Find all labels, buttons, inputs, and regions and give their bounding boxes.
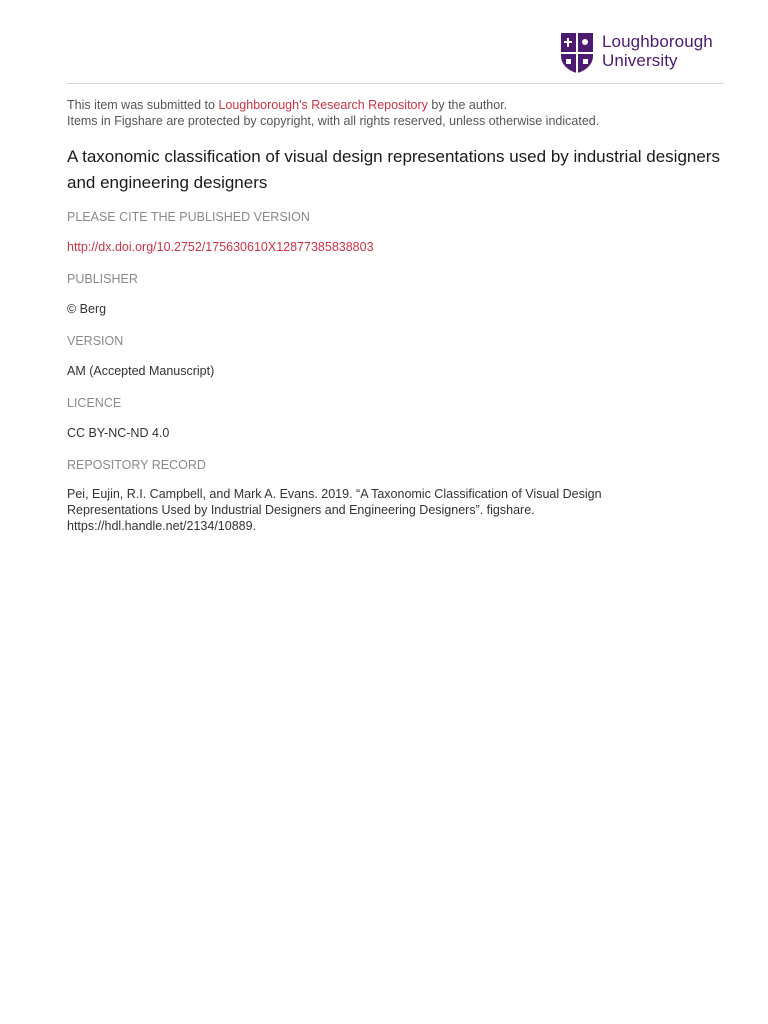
- logo-wordmark: [602, 32, 713, 70]
- university-logo: [560, 32, 730, 76]
- publisher-value: © Berg: [67, 302, 107, 316]
- version-label: VERSION: [67, 334, 124, 348]
- logo-line-1: Loughborough: [602, 32, 713, 51]
- version-value: AM (Accepted Manuscript): [67, 364, 215, 378]
- notice-prefix: This item was submitted to: [67, 98, 219, 112]
- cite-label: PLEASE CITE THE PUBLISHED VERSION: [67, 210, 310, 224]
- document-title: A taxonomic classification of visual design representations used by industrial designers and engineering designers: [67, 147, 720, 192]
- doi-link[interactable]: http://dx.doi.org/10.2752/175630610X12877385838803: [67, 240, 374, 254]
- notice-suffix: by the author.: [427, 98, 508, 112]
- logo-line-2: University: [602, 51, 678, 70]
- licence-value: CC BY-NC-ND 4.0: [67, 426, 170, 440]
- repository-record-citation: Pei, Eujin, R.I. Campbell, and Mark A. Evans. 2019. “A Taxonomic Classification of Visual Design Representations Used by Industrial Designers and Engineering Designers”. figshare. https://hdl.handle.net/2134/10889.: [67, 487, 602, 533]
- repository-record-label: REPOSITORY RECORD: [67, 458, 206, 472]
- shield-crest-icon: [560, 32, 594, 74]
- repository-notice: [67, 97, 727, 129]
- notice-line-2: Items in Figshare are protected by copyright, with all rights reserved, unless otherwise indicated.: [67, 114, 600, 128]
- header-divider: [67, 83, 724, 84]
- publisher-label: PUBLISHER: [67, 272, 138, 286]
- licence-label: LICENCE: [67, 396, 122, 410]
- repository-link[interactable]: Loughborough's Research Repository: [218, 98, 428, 112]
- notice-line-1: [67, 97, 727, 113]
